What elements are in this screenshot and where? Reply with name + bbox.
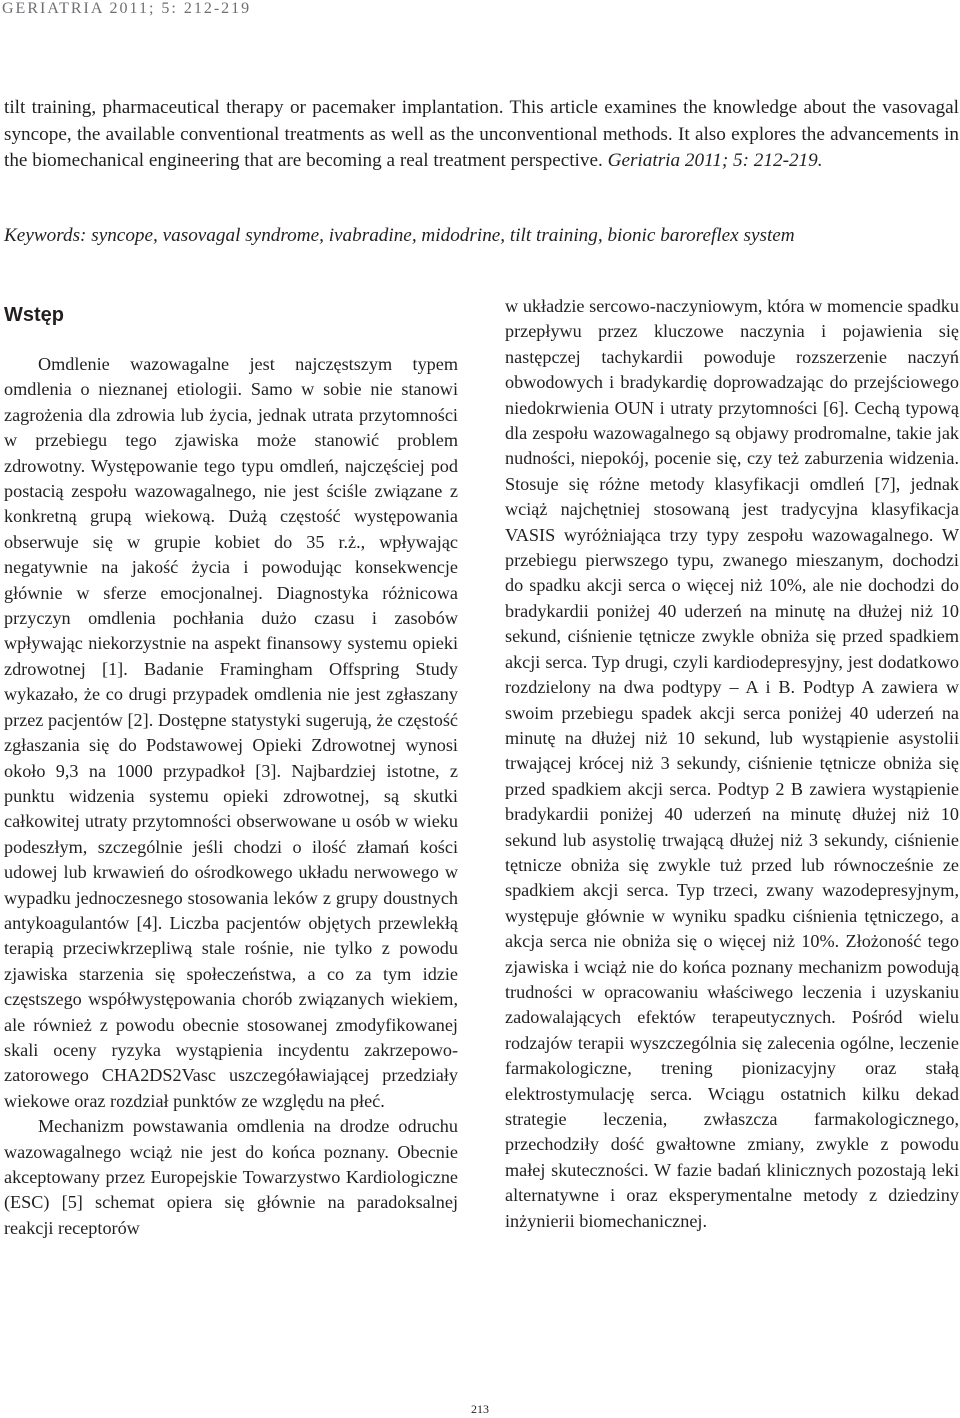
page-number: 213: [471, 1402, 489, 1416]
abstract-text: tilt training, pharmaceutical therapy or pacemaker implantation. This article examines the knowledge about the vasovagal syncope, the available conventional treatments as well as the unconventional methods. It also explores the advancements in the biomechanical engineering that are becoming a real treatment perspective.: [4, 97, 959, 171]
keywords: Keywords: syncope, vasovagal syndrome, ivabradine, midodrine, tilt training, bionic baroreflex system: [4, 225, 795, 246]
left-paragraph-1: Omdlenie wazowagalne jest najczęstszym typem omdlenia o nieznanej etiologii. Samo w sobie nie stanowi zagrożenia dla zdrowia lub życia, jednak utrata przytomności w przebiegu tego zjawiska może stanowić problem zdrowotny. Występowanie tego typu omdleń, najczęściej pod postacią zespołu wazowagalnego, nie jest ściśle związane z konkretną grupą wiekową. Dużą częstość występowania obserwuje się w grupie kobiet do 35 r.ż., wpływając negatywnie na jakość życia i powodując konsekwencje głównie w sferze emocjonalnej. Diagnostyka różnicowa przyczyn omdlenia pochłania dużo czasu i zasobów wpływając niekorzystnie na aspekt finansowy systemu opieki zdrowotnej [1]. Badanie Framingham Offspring Study wykazało, że co drugi przypadek omdlenia nie jest zgłaszany przez pacjentów [2]. Dostępne statystyki sugerują, że częstość zgłaszania się do Podstawowej Opieki Zdrowotnej wynosi około 9,3 na 1000 przypadkoł [3]. Najbardziej istotne, z punktu widzenia systemu opieki zdrowotnej, są skutki całkowitej utraty przytomności obserwowane u osób w wieku podeszłym, szczególnie jeśli chodzi o ilość złamań kości udowej lub krwawień do ośrodkowego układu nerwowego w wypadku jednoczesnego stosowania leków z grupy doustnych antykoagulantów [4]. Liczba pacjentów objętych przewlekłą terapią przeciwkrzepliwą stale rośnie, nie tylko z powodu zjawiska starzenia się społeczeństwa, a co za tym idzie częstszego współwystępowania chorób związanych wiekiem, ale również z powodu obecnie stosowanej zmodyfikowanej skali oceny ryzyka wystąpienia incydentu zakrzepowo-zatorowego CHA2DS2Vasc uszczegóławiającej przedziały wiekowe oraz rozdział punktów ze względu na płeć.: [4, 354, 458, 1111]
right-paragraph-1: w układzie sercowo-naczyniowym, która w momencie spadku przepływu przez kluczowe naczynia i pojawienia się następczej tachykardii powoduje rozszerzenie naczyń obwodowych i bradykardię doprowadzając do przejściowego niedokrwienia OUN i utraty przytomności [6]. Cechą typową dla zespołu wazowagalnego są objawy prodromalne, takie jak nudności, niepokój, pocenie się, czy też zaburzenia widzenia. Stosuje się różne metody klasyfikacji omdleń [7], jednak wciąż najchętniej stosowaną jest tradycyjna klasyfikacja VASIS wyróżniająca trzy typy zespołu wazowagalnego. W przebiegu pierwszego typu, zwanego mieszanym, dochodzi do spadku akcji serca o więcej niż 10%, ale nie dochodzi do bradykardii poniżej 40 uderzeń na minutę na dłużej niż 10 sekund, ciśnienie tętnicze zwykle obniża się przed spadkiem akcji serca. Typ drugi, czyli kardiodepresyjny, jest dodatkowo rozdzielony na dwa podtypy – A i B. Podtyp A zawiera w swoim przebiegu spadek akcji serca poniżej 40 uderzeń na minutę na dłużej niż 10 sekund, lub wystąpienie asystolii trwającej krócej niż 3 sekundy, ciśnienie tętnicze obniża się przed spadkiem akcji serca. Podtyp 2 B zawiera wystąpienie bradykardii poniżej 40 uderzeń na minutę dłużej niż 10 sekund lub asystolię trwającą dłużej niż 3 sekundy, ciśnienie tętnicze obniża się zwykle tuż przed lub równocześnie ze spadkiem akcji serca. Typ trzeci, zwany wazodepresyjnym, występuje głównie w wyniku spadku ciśnienia tętniczego, a akcja serca nie obniża się o więcej niż 10%. Złożoność tego zjawiska i wciąż nie do końca poznany mechanizm powodują trudności w opracowaniu właściwego leczenia i uzyskaniu zadowalających efektów terapeutycznych. Pośród wielu rodzajów terapii wyszczególnia się zalecenia ogólne, leczenie farmakologiczne, trening pionizacyjny oraz stałą elektrostymulację serca. Wciągu ostatnich kilku dekad strategie leczenia, zwłaszcza farmakologicznego, przechodziły dość gwałtowne zmiany, zwykle z powodu małej skuteczności. W fazie badań klinicznych pozostają leki alternatywne i oraz eksperymentalne metody z dziedziny inżynierii biomechanicznej.: [505, 296, 959, 1231]
abstract-citation: Geriatria 2011; 5: 212-219.: [607, 150, 823, 171]
right-column: [505, 294, 959, 1234]
section-heading: Wstęp: [4, 304, 64, 326]
left-column: [4, 294, 458, 1241]
abstract: [4, 95, 959, 175]
left-paragraph-2: Mechanizm powstawania omdlenia na drodze odruchu wazowagalnego wciąż nie jest do końca poznany. Obecnie akceptowany przez Europejskie Towarzystwo Kardiologiczne (ESC) [5] schemat opiera się głównie na paradoksalnej reakcji receptorów: [4, 1116, 458, 1238]
running-head: GERIATRIA 2011; 5: 212-219: [2, 0, 252, 17]
